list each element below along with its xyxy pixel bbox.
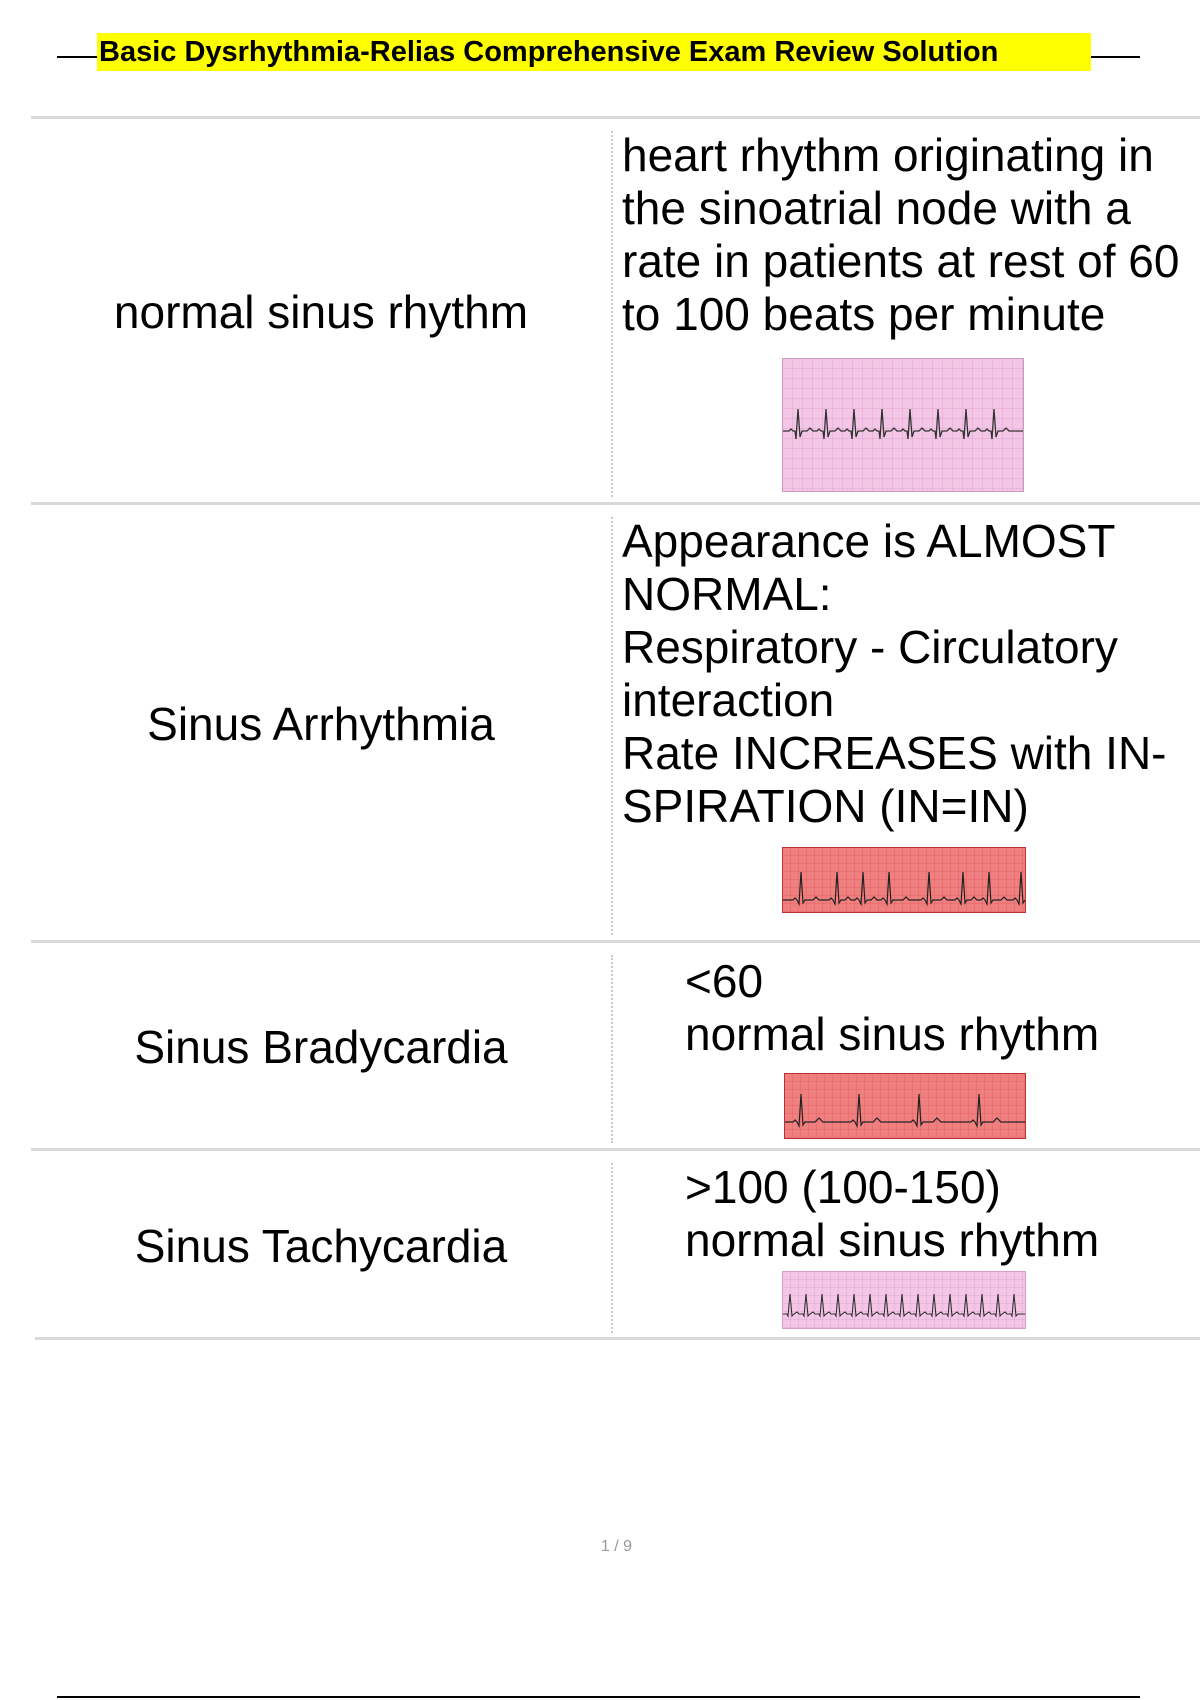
document-header bbox=[0, 0, 1200, 110]
definition-line: interaction bbox=[622, 674, 835, 726]
flashcard-definition bbox=[622, 515, 1200, 833]
flashcard-term: Sinus Bradycardia bbox=[134, 1021, 508, 1073]
definition-line: Rate INCREASES with IN- bbox=[622, 727, 1167, 779]
definition-line: normal sinus rhythm bbox=[685, 1008, 1100, 1060]
column-divider bbox=[611, 1163, 613, 1333]
document-title: Basic Dysrhythmia-Relias Comprehensive Exam Review Solution bbox=[97, 33, 1091, 71]
flashcard-term: Sinus Arrhythmia bbox=[147, 698, 495, 750]
flashcard-definition bbox=[622, 129, 1200, 341]
flashcard-row bbox=[31, 940, 1200, 1151]
flashcard-term: Sinus Tachycardia bbox=[134, 1219, 508, 1272]
ecg-strip-image bbox=[784, 1073, 1026, 1139]
definition-line: SPIRATION (IN=IN) bbox=[622, 780, 1029, 832]
flashcard-row bbox=[31, 1148, 1200, 1340]
definition-line: <60 bbox=[685, 955, 764, 1007]
definition-line: rate in patients at rest of 60 bbox=[622, 235, 1180, 287]
flashcard-term: normal sinus rhythm bbox=[113, 286, 529, 338]
page-number: 1 / 9 bbox=[600, 1538, 633, 1555]
definition-line: Respiratory - Circulatory bbox=[622, 621, 1118, 673]
flashcard-row bbox=[31, 502, 1200, 943]
column-divider bbox=[611, 517, 613, 935]
definition-line: heart rhythm originating in bbox=[622, 129, 1154, 181]
column-divider bbox=[611, 131, 613, 497]
column-divider bbox=[611, 955, 613, 1143]
definition-line: Appearance is ALMOST bbox=[622, 515, 1116, 567]
header-rule-left bbox=[57, 56, 97, 58]
flashcard-definition bbox=[685, 955, 1200, 1061]
flashcard-definition bbox=[685, 1161, 1200, 1267]
ecg-strip-image bbox=[782, 1271, 1026, 1329]
definition-line: to 100 beats per minute bbox=[622, 288, 1106, 340]
header-rule-right bbox=[1091, 56, 1140, 58]
flashcard-row bbox=[31, 116, 1200, 505]
definition-line: normal sinus rhythm bbox=[685, 1214, 1100, 1266]
ecg-strip-image bbox=[782, 847, 1026, 913]
footer-rule bbox=[57, 1696, 1140, 1698]
ecg-strip-image bbox=[782, 358, 1024, 492]
table-bottom-rule bbox=[35, 1337, 1200, 1340]
definition-line: the sinoatrial node with a bbox=[622, 182, 1131, 234]
definition-line: >100 (100-150) bbox=[685, 1161, 1001, 1213]
definition-line: NORMAL: bbox=[622, 568, 832, 620]
